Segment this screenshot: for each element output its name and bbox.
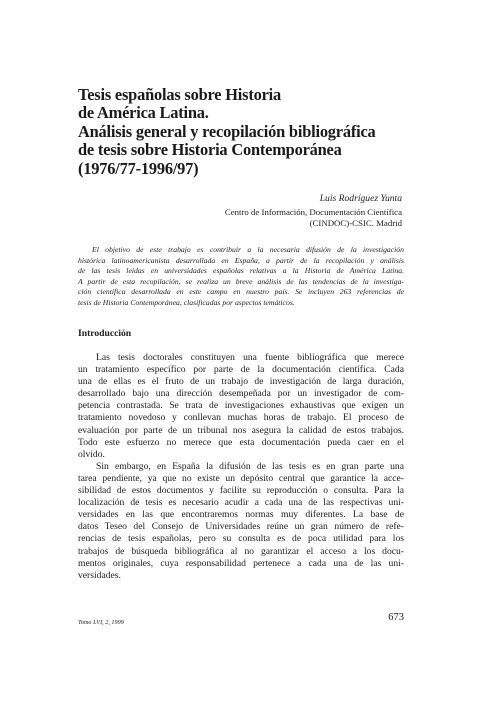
body-line: un tratamiento específico por parte de la documentación científica. Cada [78,364,404,376]
abstract-line: El objetivo de este trabajo es contribuir a la necesaria difusión de la investigación [92,245,404,254]
body-line: mentos originales, cuya responsabilidad pertenece a cada una de las uni- [78,557,404,569]
title-line: (1976/77-1996/97) [78,158,199,178]
title-line: Análisis general y recopilación bibliográfica [78,121,376,141]
page-number: 673 [388,612,404,623]
title-line: de América Latina. [78,103,209,123]
body-line: datos Teseo del Consejo de Universidades reúne un gran número de refe- [78,521,404,533]
body-line: una de ellas es el fruto de un trabajo de investigación de larga duración, [78,376,404,388]
body-line: trabajos de búsqueda bibliográfica al no garantizar el acceso a los docu- [78,545,404,557]
affiliation-line: Centro de Información, Documentación Científica [224,207,402,217]
journal-reference: Tomo LVI, 2, 1999 [78,619,124,626]
abstract-line: histórica latinoamericanista desarrollada en España, a partir de la recopilación y análisis [78,255,404,265]
body-line: Las tesis doctorales constituyen una fuente bibliográfica que merece [96,352,404,363]
abstract-line: A partir de esta recopilación, se realiza un breve análisis de las tendencias de la investiga- [78,276,404,286]
title-line: Tesis españolas sobre Historia [78,85,282,104]
author-affiliation [225,207,402,229]
body-line: tratamiento novedoso y conllevan muchas horas de trabajo. El proceso de [78,412,404,424]
body-line: Todo este esfuerzo no merece que esta documentación pueda caer en el [78,436,404,448]
author-name: Luis Rodríguez Yunta [319,193,402,204]
section-heading: Introducción [78,328,132,339]
body-line: versidades en las que encontraremos normas muy diferentes. La base de [78,509,404,521]
body-line: Sin embargo, en España la difusión de las tesis es en gran parte una [96,460,404,472]
body-line: sibilidad de estos documentos y facilite su reproducción o consulta. Para la [78,485,404,497]
body-line: tarea pendiente, ya que no existe un depósito central que garantice la acce- [78,472,404,484]
affiliation-line: (CINDOC)-CSIC. Madrid [309,218,402,228]
body-text [78,352,404,582]
body-line: rencias de tesis españolas, pero su consulta es de poca utilidad para los [78,533,404,545]
article-title [78,86,418,178]
title-line: de tesis sobre Historia Contemporánea [78,140,342,160]
body-line: petencia contrastada. Se trata de investigaciones exhaustivas que exigen un [78,400,404,412]
body-line: evaluación por parte de un tribunal nos asegura la calidad de estos trabajos. [78,424,404,436]
abstract-line: de las tesis leídas en universidades españolas relativas a la Historia de América Latina. [78,266,404,276]
body-line: localización de tesis es necesario acudir a cada una de las respectivas uni- [78,497,404,509]
abstract [78,245,404,309]
body-line: versidades. [78,569,121,581]
abstract-line: tesis de Historia Contemporánea, clasificadas por aspectos temáticos. [78,297,295,307]
body-line: olvido. [78,448,105,460]
body-line: desarrollado bajo una dirección desempeñada por un investigador de com- [78,388,404,400]
abstract-line: ción científica desarrollada en este campo en nuestro país. Se incluyen 263 referencias de [78,287,404,297]
